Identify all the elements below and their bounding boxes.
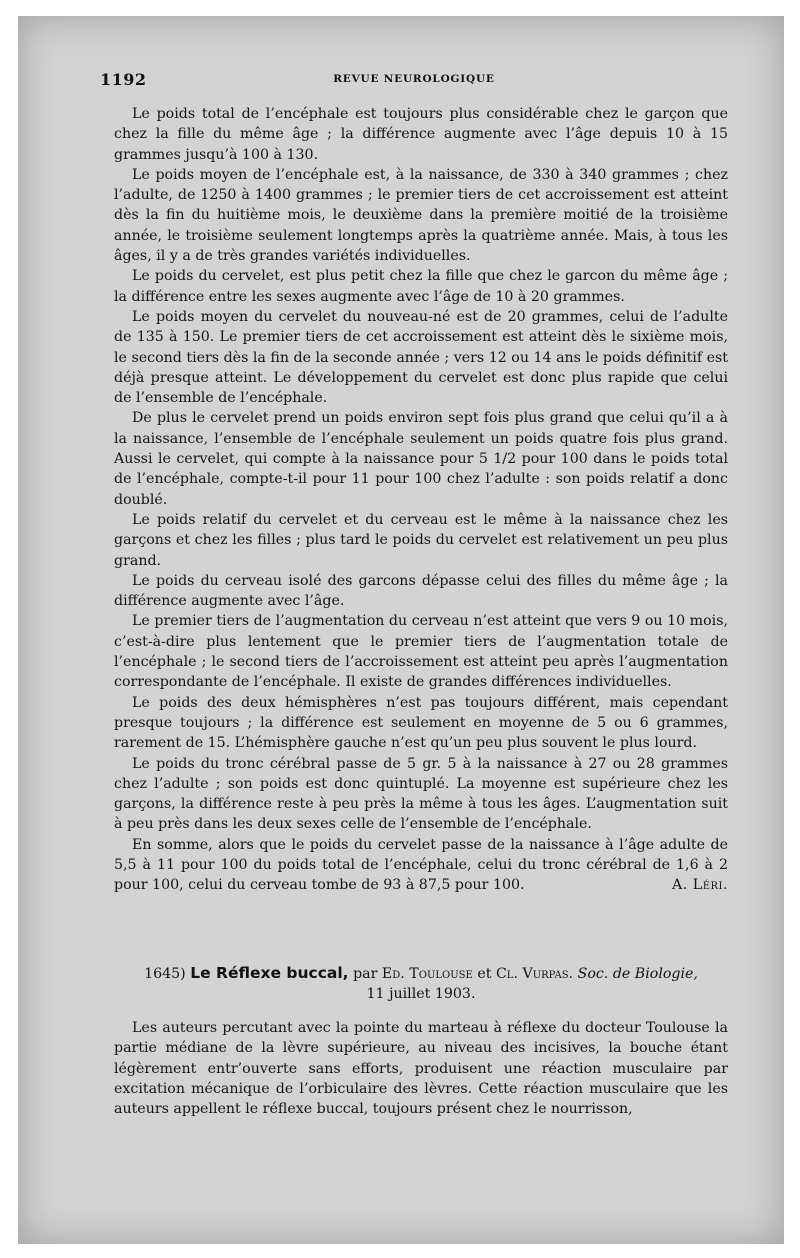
review-body (114, 104, 728, 896)
article-title: Le Réflexe buccal, (190, 964, 349, 982)
paragraph-3: Le poids du cervelet, est plus petit chez la fille que chez le garcon du même âge ; la différence entre les sexes augmente avec l’âge de 10 à 20 grammes. (114, 268, 728, 305)
article-date: 11 juillet 1903. (366, 986, 476, 1002)
page-header (100, 70, 728, 92)
article-heading (114, 963, 728, 1004)
article-body (114, 1018, 728, 1119)
author-signature: A. Léri. (672, 877, 728, 894)
article-author-2: Cl. Vurpas. (495, 966, 574, 982)
article-paragraph-1: Les auteurs percutant avec la pointe du marteau à réflexe du docteur Toulouse la partie médiane de la lèvre supérieure, au niveau des incisives, la bouche étant légèrement entr’ouverte sans efforts, produisent une réaction musculaire par excitation mécanique de l’orbiculaire des lèvres. Cette réaction musculaire que les auteurs appellent le réflexe buccal, toujours présent chez le nourrisson, (114, 1020, 728, 1118)
article-and: et (477, 966, 492, 982)
article-number: 1645) (144, 966, 186, 982)
paragraph-5: De plus le cervelet prend un poids environ sept fois plus grand que celui qu’il a à la naissance, l’ensemble de l’encéphale seulement un poids quatre fois plus grand. Aussi le cervelet, qui compte à la naissance pour 5 1/2 pour 100 dans le poids total de l’encéphale, compte-t-il pour 11 pour 100 chez l’adulte : son poids relatif a donc doublé. (114, 410, 728, 508)
article-journal: Soc. de Biologie, (577, 966, 698, 982)
article-by: par (353, 966, 378, 982)
paragraph-2: Le poids moyen de l’encéphale est, à la naissance, de 330 à 340 grammes ; chez l’adulte, de 1250 à 1400 grammes ; le premier tiers de cet accroissement est atteint dès la fin du huitième mois, le deuxième dans la première moitié de la troisième année, le troisième seulement longtemps après la quatrième année. Mais, à tous les âges, il y a de très grandes variétés individuelles. (114, 166, 728, 265)
paragraph-8: Le premier tiers de l’augmentation du cerveau n’est atteint que vers 9 ou 10 mois, c’est-à-dire plus lentement que le premier tiers de l’augmentation totale de l’encéphale ; le second tiers de l’accroissement est atteint peu après l’augmentation correspondante de l’encéphale. Il existe de grandes différences individuelles. (114, 613, 728, 691)
paragraph-11-text: En somme, alors que le poids du cervelet passe de la naissance à l’âge adulte de 5,5 à 11 pour 100 du poids total de l’encéphale, celui du tronc cérébral de 1,6 à 2 pour 100, celui du cerveau tombe de 93 à 87,5 pour 100. (114, 836, 728, 894)
paragraph-11 (114, 835, 728, 896)
paragraph-7: Le poids du cerveau isolé des garcons dépasse celui des filles du même âge ; la différence augmente avec l’âge. (114, 572, 728, 610)
paragraph-10: Le poids du tronc cérébral passe de 5 gr. 5 à la naissance à 27 ou 28 grammes chez l’adulte ; son poids est donc quintuplé. La moyenne est supérieure chez les garçons, la différence reste à peu près la même à tous les âges. L’augmentation suit à peu près dans les deux sexes celle de l’ensemble de l’encéphale. (114, 755, 728, 833)
running-title: REVUE NEUROLOGIQUE (333, 73, 495, 85)
paragraph-1: Le poids total de l’encéphale est toujours plus considérable chez le garçon que chez la fille du même âge ; la différence augmente avec l’âge depuis 10 à 15 grammes jusqu’à 100 à 130. (114, 106, 728, 163)
page-number: 1192 (100, 70, 147, 89)
article-author-1: Ed. Toulouse (381, 966, 473, 982)
paragraph-4: Le poids moyen du cervelet du nouveau-né est de 20 grammes, celui de l’adulte de 135 à 150. Le premier tiers de cet accroissement est atteint dès le sixième mois, le second tiers dès la fin de la seconde année ; vers 12 ou 14 ans le poids définitif est déjà presque atteint. Le développement du cervelet est donc plus rapide que celui de l’ensemble de l’encéphale. (114, 308, 728, 407)
paragraph-6: Le poids relatif du cervelet et du cerveau est le même à la naissance chez les garçons et chez les filles ; plus tard le poids du cervelet est relativement un peu plus grand. (114, 511, 728, 569)
paragraph-9: Le poids des deux hémisphères n’est pas toujours différent, mais cependant presque toujours ; la différence est seulement en moyenne de 5 ou 6 grammes, rarement de 15. L’hémisphère gauche n’est qu’un peu plus souvent le plus lourd. (114, 694, 728, 752)
